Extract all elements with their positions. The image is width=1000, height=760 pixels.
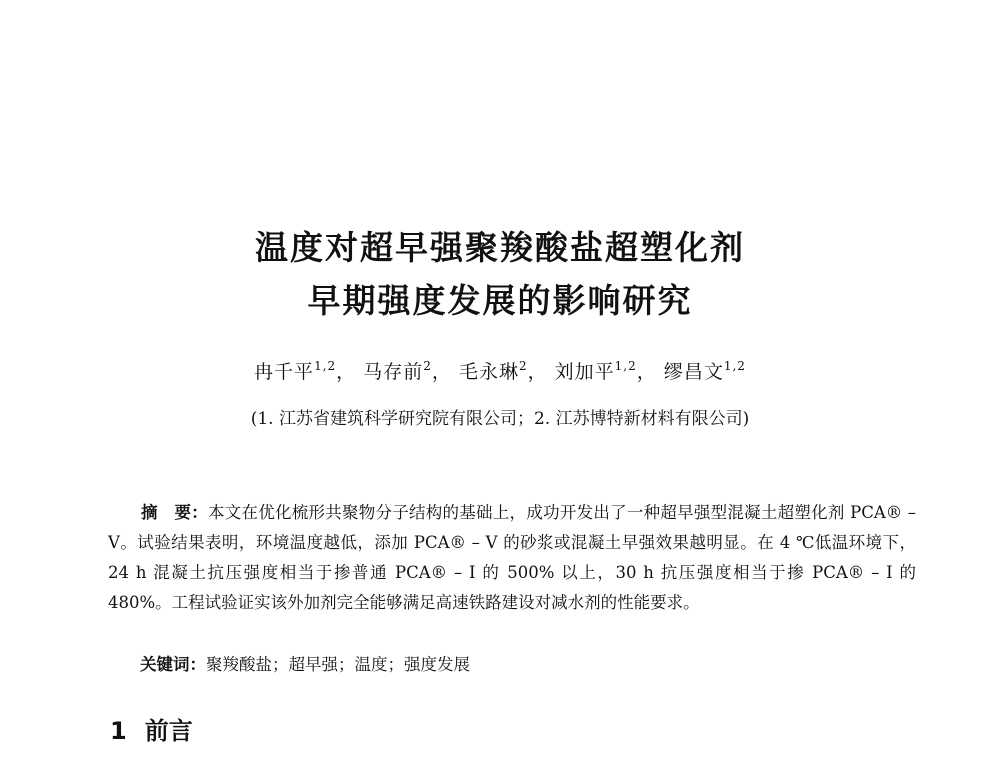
- section-number: 1: [110, 717, 127, 745]
- author-affiliation-mark: 1,2: [314, 359, 337, 373]
- author-separator: ，: [431, 361, 452, 383]
- author-name: 毛永琳: [458, 361, 519, 383]
- keywords-label: 关键词：: [140, 655, 206, 674]
- keywords: [140, 650, 920, 680]
- paper-title-line-2: 早期强度发展的影响研究: [307, 281, 693, 320]
- author-separator: ，: [527, 361, 548, 383]
- section-title: 前言: [144, 717, 193, 745]
- abstract: [108, 498, 916, 618]
- author-affiliation-mark: 1,2: [614, 359, 637, 373]
- author-name: 刘加平: [554, 361, 615, 383]
- keywords-text: 聚羧酸盐；超早强；温度；强度发展: [206, 655, 470, 674]
- author-name: 缪昌文: [663, 361, 724, 383]
- section-heading: [110, 711, 193, 746]
- author-affiliation-mark: 2: [518, 359, 528, 373]
- author-name: 冉千平: [254, 361, 315, 383]
- abstract-label: 摘 要：: [141, 503, 209, 522]
- paper-title-line-1: 温度对超早强聚羧酸盐超塑化剂: [255, 228, 745, 267]
- affiliations: (1. 江苏省建筑科学研究院有限公司；2. 江苏博特新材料有限公司): [250, 409, 750, 429]
- author-separator: ，: [636, 361, 657, 383]
- abstract-paragraph: [108, 498, 916, 618]
- abstract-text: 本文在优化梳形共聚物分子结构的基础上，成功开发出了一种超早强型混凝土超塑化剂 PCA® – V。试验结果表明，环境温度越低，添加 PCA® – V 的砂浆或混凝土早强效果越明显。在 4 ℃低温环境下，24 h 混凝土抗压强度相当于掺普通 PCA® – I 的 500% 以上，30 h 抗压强度相当于掺 PCA® – I 的 480%。工程试验证实该外加剂完全能够满足高速铁路建设对减水剂的性能要求。: [108, 503, 916, 612]
- author-list: [0, 357, 1000, 384]
- author-affiliation-mark: 1,2: [723, 359, 746, 373]
- author-separator: ，: [336, 361, 357, 383]
- author-affiliation-mark: 2: [423, 359, 432, 373]
- author-name: 马存前: [363, 361, 424, 383]
